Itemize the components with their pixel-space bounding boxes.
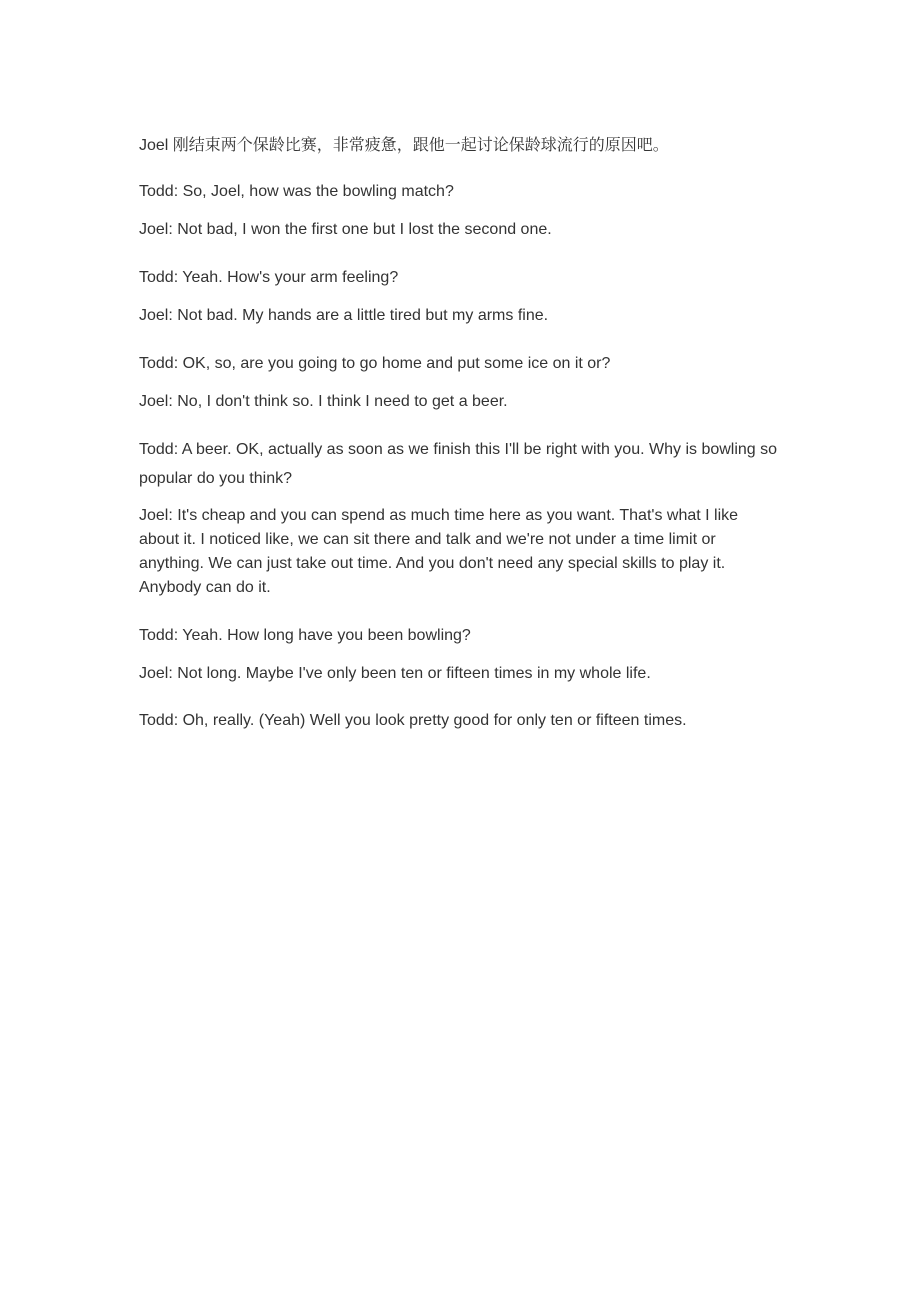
dialogue-line-todd: Todd: Yeah. How long have you been bowling? [139,627,471,644]
dialogue-line-todd: Todd: OK, so, are you going to go home and put some ice on it or? [139,355,611,372]
dialogue-line-joel: Joel: Not long. Maybe I've only been ten or fifteen times in my whole life. [139,665,651,682]
dialogue-line-todd: Todd: So, Joel, how was the bowling match? [139,183,454,200]
dialogue-line-joel: Joel: It's cheap and you can spend as much time here as you want. That's what I like about it. I noticed like, we can sit there and talk and we're not under a time limit or anything. We can just take out time. And you don't need any special skills to play it. Anybody can do it. [139,507,739,596]
dialogue-line-todd: Todd: A beer. OK, actually as soon as we finish this I'll be right with you. Why is bowling so popular do you think? [139,441,778,487]
intro-paragraph: Joel 刚结束两个保龄比赛，非常疲惫，跟他一起讨论保龄球流行的原因吧。 [139,137,669,154]
dialogue-line-joel: Joel: Not bad. My hands are a little tired but my arms fine. [139,307,549,324]
dialogue-line-joel: Joel: Not bad, I won the first one but I lost the second one. [139,221,552,238]
dialogue-line-todd: Todd: Yeah. How's your arm feeling? [139,269,399,286]
dialogue-line-todd: Todd: Oh, really. (Yeah) Well you look pretty good for only ten or fifteen times. [139,712,687,729]
dialogue-line-joel: Joel: No, I don't think so. I think I need to get a beer. [139,393,508,410]
